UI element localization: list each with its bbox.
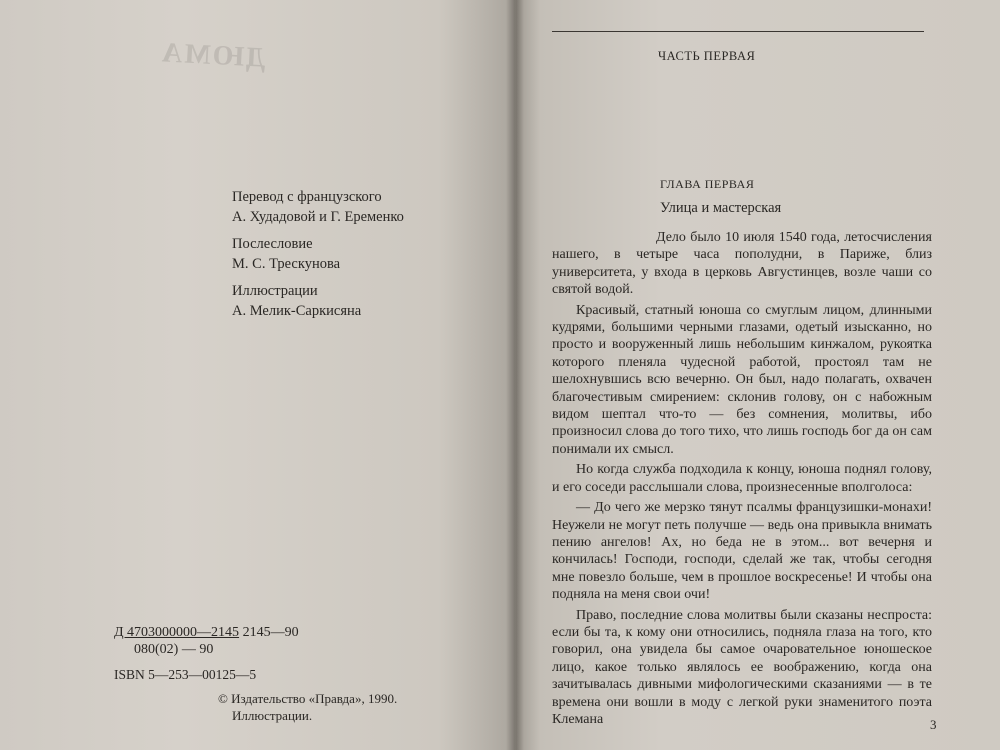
credit-label: Послесловие — [232, 236, 313, 252]
credit-label: Перевод с французского — [232, 189, 382, 205]
chapter-title: Улица и мастерская — [660, 200, 782, 216]
credit-label: Иллюстрации — [232, 283, 318, 299]
credit-name: А. Мелик-Саркисяна — [232, 302, 362, 319]
paragraph: Красивый, статный юноша со смуглым лицом, длинными кудрями, большими черными глазами, одетый изысканно, но просто и вооруженный лишь небольшим кинжалом, рукоятка которого пленяла чудесной работой, простоял там не шелохнувшись всю вечерню. Он был, надо полагать, охвачен благочестивым смирением: склонив голову, он с набожным видом шептал что-то — без сомнения, молитвы, ибо произносил слова до того тихо, что лишь господь бог да он сам понимали их смысл. — [552, 302, 932, 457]
header-rule — [552, 31, 924, 32]
chapter-label: ГЛАВА ПЕРВАЯ — [660, 177, 755, 191]
isbn: ISBN 5—253—00125—5 — [114, 667, 257, 682]
paragraph: Право, последние слова молитвы были сказаны неспроста: если бы та, к кому они относились, подняла глаза на того, кто говорил, она увидела бы самое очаровательное юношеское лицо, какое только являлось ее воображению, когда она зачитывалась дивными мифологическими сказаниями — в те времена они вошли в моду с легкой руки знаменитого поэта Клемана — [552, 607, 932, 727]
catalog-code — [114, 624, 299, 658]
credit-translation — [232, 188, 404, 227]
copyright-line: © Издательство «Правда», 1990. — [218, 691, 398, 706]
illustrations-line: Иллюстрации. — [232, 708, 313, 723]
chapter-body — [552, 229, 932, 731]
credit-name: М. С. Трескунова — [232, 255, 341, 272]
book-gutter — [506, 0, 524, 750]
paragraph: Но когда служба подходила к концу, юноша поднял голову, и его соседи расслышали слова, произнесенные вполголоса: — [552, 462, 932, 495]
catalog-code-suffix: 2145—90 — [242, 625, 299, 640]
credits-block — [232, 188, 404, 329]
credit-afterword — [232, 235, 404, 274]
credit-name: А. Худадовой и Г. Еременко — [232, 208, 404, 225]
running-head: ЧАСТЬ ПЕРВАЯ — [658, 49, 756, 63]
publisher-block — [218, 690, 397, 724]
credit-illustrations — [232, 282, 404, 321]
paragraph: — До чего же мерзко тянут псалмы французишки-монахи! Неужели не могут петь получше — ведь она привыкла внимать пению ангелов! Ах, но беда не в этом... вот вечерня и кончилась! Господи, господи, сделай же так, чтобы сегодня мне повезло больше, чем в прошлое воскресенье! И чтобы она подняла на меня свои очи! — [552, 500, 932, 603]
catalog-line-1 — [114, 624, 299, 641]
catalog-code-main: Д 4703000000—2145 — [114, 625, 240, 640]
page-number: 3 — [930, 717, 937, 732]
catalog-line-2: 080(02) — 90 — [134, 642, 214, 657]
paragraph: Дело было 10 июля 1540 года, летосчисления нашего, в четыре часа пополудни, в Париже, близ университета, у входа в церковь Августинцев, возле чаши со святой водой. — [552, 230, 932, 298]
show-through-text: ДЮМА — [159, 37, 267, 74]
